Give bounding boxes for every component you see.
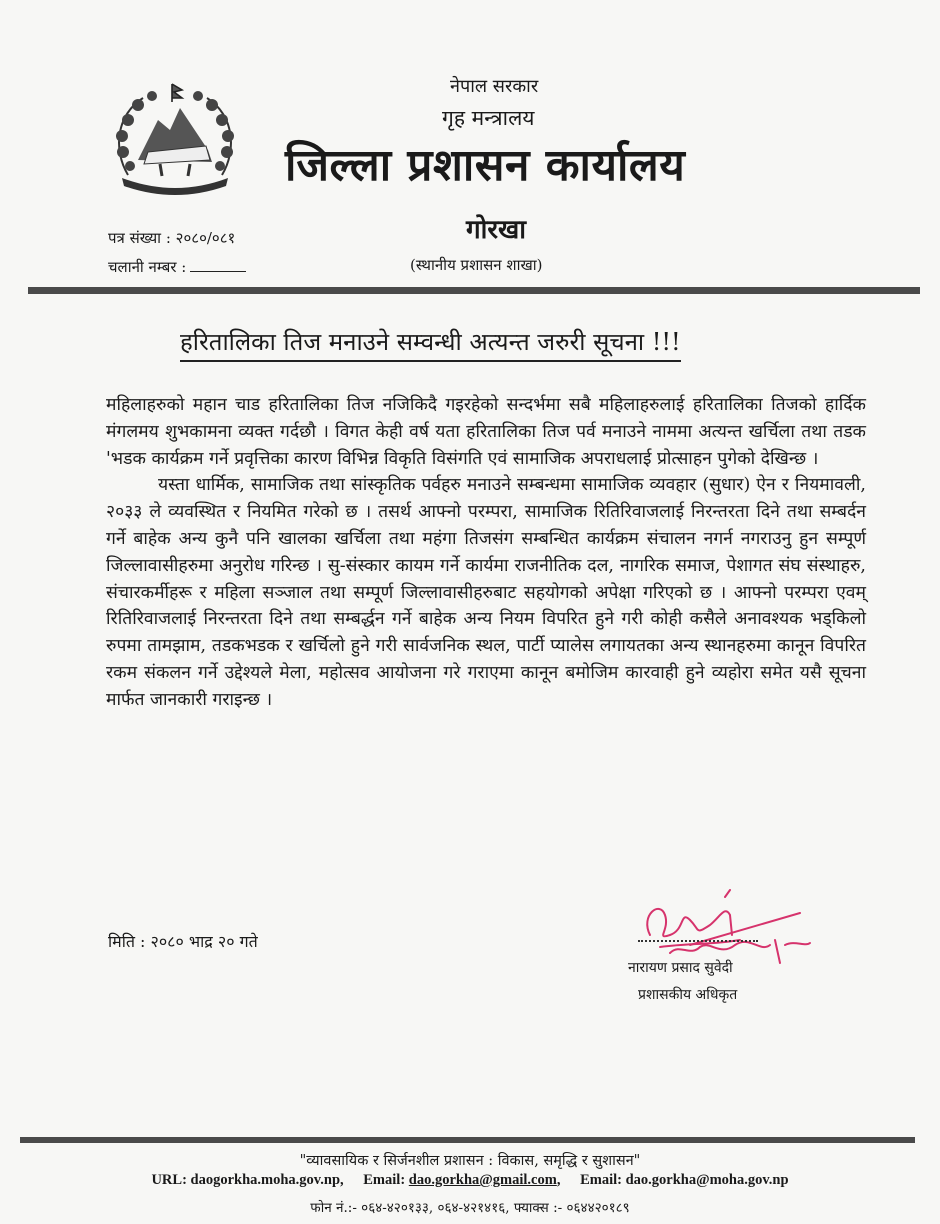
- email1-item: [363, 1172, 560, 1188]
- email1-suffix: ,: [556, 1172, 561, 1188]
- footer-contacts: [0, 1172, 940, 1189]
- reference-value: २०८०/०८१: [175, 229, 236, 247]
- dispatch-number: [108, 257, 246, 277]
- signer-designation: प्रशासकीय अधिकृत: [638, 987, 738, 1003]
- footer-phones: फोन नं.:- ०६४-४२०१३३, ०६४-४२१४१६, फ्याक्स :- ०६४४२०१८९: [310, 1200, 630, 1216]
- dispatch-label: चलानी नम्बर :: [108, 258, 187, 276]
- district-name: गोरखा: [466, 215, 527, 245]
- reference-label: पत्र संख्या :: [108, 229, 171, 247]
- notice-date: मिति : २०८० भाद्र २० गते: [108, 932, 258, 951]
- signer-name: नारायण प्रसाद सुवेदी: [628, 960, 733, 976]
- notice-title: हरितालिका तिज मनाउने सम्वन्धी अत्यन्त जरुरी सूचना !!!: [180, 325, 681, 362]
- header-divider: [28, 287, 920, 294]
- notice-paragraph-1: महिलाहरुको महान चाड हरितालिका तिज नजिकिदै गइरहेको सन्दर्भमा सबै महिलाहरुलाई हरितालिका तिजको हार्दिक मंगलमय शुभकामना व्यक्त गर्दछौ । विगत केही वर्ष यता हरितालिका तिज पर्व मनाउने नाममा अत्यन्त खर्चिला तथा तडक 'भडक कार्यक्रम गर्ने प्रवृत्तिका कारण विभिन्न विकृति विसंगति एवं सामाजिक अपराधलाई प्रोत्साहन पुगेको देखिन्छ ।: [106, 395, 866, 469]
- notice-body: [106, 392, 866, 714]
- notice-paragraph-2: यस्ता धार्मिक, सामाजिक तथा सांस्कृतिक पर्वहरु मनाउने सम्बन्धमा सामाजिक व्यवहार (सुधार) ऐन र नियमावली, २०३३ ले व्यवस्थित र नियमित गरेको छ । तसर्थ आफ्नो परम्परा, सामाजिक रितिरिवाजलाई निरन्तरता दिने तथा सम्बर्दन गर्ने बाहेक अन्य कुनै पनि खालका खर्चिला तथा महंगा तिजसंग सम्बन्धित कार्यक्रम संचालन नगर्न नगराउनु हुन सम्पूर्ण जिल्लावासीहरुमा अनुरोध गरिन्छ । सु-संस्कार कायम गर्ने कार्यमा राजनीतिक दल, नागरिक समाज, पेशागत संघ संस्थाहरु, संचारकर्मीहरू र महिला सञ्जाल तथा सम्पूर्ण जिल्लावासीहरुबाट सहयोगको अपेक्षा गरिएको छ । आफ्नो परम्परा एवम् रितिरिवाजलाई निरन्तरता दिने तथा सम्बर्द्धन गर्ने बाहेक अन्य नियम विपरित हुने गरी कोही कसैले अनावश्यक भड्किलो रुपमा तामझाम, तडकभडक र खर्चिलो हुने गरी सार्वजनिक स्थल, पार्टी प्यालेस लगायतका अन्य स्थानहरुमा कानून विपरित रकम संकलन गर्ने उद्देश्यले मेला, महोत्सव आयोजना गरे गराएमा कानून बमोजिम कारवाही हुने व्यहोरा समेत यसै सूचना मार्फत जानकारी गराइन्छ ।: [106, 475, 866, 710]
- website-link[interactable]: daogorkha.moha.gov.np,: [190, 1172, 344, 1188]
- ministry-name: गृह मन्त्रालय: [442, 106, 535, 130]
- footer-motto: "व्यावसायिक र सिर्जनशील प्रशासन : विकास, समृद्धि र सुशासन": [299, 1153, 641, 1169]
- email2-link[interactable]: dao.gorkha@moha.gov.np: [625, 1172, 789, 1188]
- signature-icon: [630, 885, 820, 965]
- email2-label: Email:: [580, 1172, 622, 1188]
- email1-label: Email:: [363, 1172, 406, 1188]
- government-name: नेपाल सरकार: [450, 76, 539, 97]
- nepal-emblem-icon: [108, 80, 242, 198]
- dispatch-blank: [190, 257, 246, 272]
- email2-item: [580, 1172, 788, 1188]
- office-name: जिल्ला प्रशासन कार्यालय: [285, 140, 686, 191]
- reference-number: [108, 228, 235, 248]
- email1-link[interactable]: dao.gorkha@gmail.com: [408, 1172, 557, 1188]
- url-item: [151, 1172, 343, 1188]
- signature-line: [638, 940, 758, 942]
- branch-name: (स्थानीय प्रशासन शाखा): [410, 256, 543, 274]
- url-label: URL:: [151, 1172, 187, 1188]
- footer-divider: [20, 1137, 915, 1143]
